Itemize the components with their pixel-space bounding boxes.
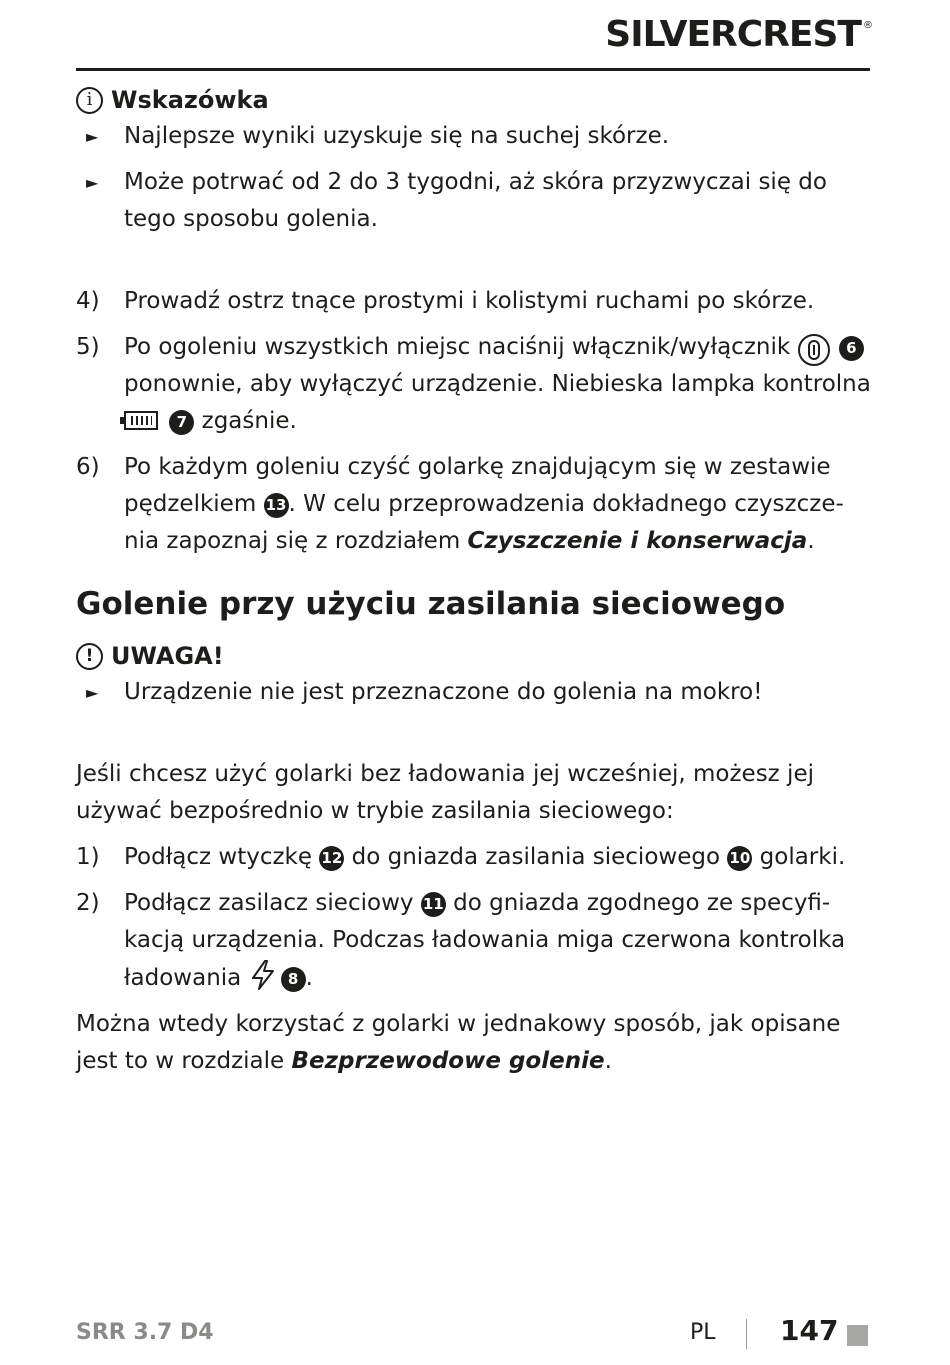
exclamation-circle-icon: !: [76, 643, 103, 670]
model-number: SRR 3.7 D4: [76, 1320, 214, 1345]
brand-logo: SILVERCREST ®: [605, 14, 872, 55]
note-title-text: Wskazówka: [111, 86, 269, 114]
intro-paragraph: Jeśli chcesz użyć golarki bez ładowania jej wcześniej, możesz jej używać bezpośrednio w trybie zasilania sieciowego:: [76, 761, 814, 824]
arrow-bullet-icon: ►: [86, 173, 99, 192]
charging-bolt-icon: [249, 959, 277, 991]
chapter-reference: Czyszczenie i konserwacja: [467, 528, 808, 554]
header-rule: [76, 68, 870, 71]
section-heading: Golenie przy użyciu zasilania sieciowego: [76, 586, 786, 622]
note-bullet: ► Najlepsze wyniki uzyskuje się na suchej skórze.: [76, 118, 876, 155]
warning-title-text: UWAGA!: [111, 642, 224, 670]
page-number: 147: [780, 1314, 839, 1347]
ref-number-badge: 11: [421, 892, 446, 917]
warning-title: [76, 638, 876, 674]
footer-divider: [746, 1319, 747, 1349]
step-item: 6) Po każdym goleniu czyść golarkę znajdującym się w zestawie pędzelkiem 13. W celu przeprowadzenia dokładnego czyszcze-nia zapoznaj się z rozdziałem Czyszczenie i konserwacja.: [76, 454, 844, 554]
ref-number-badge: 7: [169, 410, 194, 435]
step-item: 1) Podłącz wtyczkę 12 do gniazda zasilania sieciowego 10 golarki.: [76, 844, 846, 870]
ref-number-badge: 13: [264, 493, 289, 518]
page-marker-square: [847, 1325, 868, 1346]
step-item: 2) Podłącz zasilacz sieciowy 11 do gniazda zgodnego ze specyfi-kacją urządzenia. Podczas ładowania miga czerwona kontrolka ładowania 8 .: [76, 890, 846, 991]
arrow-bullet-icon: ►: [86, 127, 99, 146]
step-item: 5) Po ogoleniu wszystkich miejsc naciśnij włącznik/wyłącznik 6 ponownie, aby wyłączyć urządzenie. Niebieska lampka kontrolna 7 zgaśnie.: [76, 334, 871, 434]
note-bullet: ► Może potrwać od 2 do 3 tygodni, aż skóra przyzwyczai się do tego sposobu golenia.: [76, 164, 876, 238]
power-switch-icon: [798, 334, 830, 366]
language-code: PL: [690, 1320, 716, 1345]
ref-number-badge: 10: [727, 846, 752, 871]
outro-paragraph: Można wtedy korzystać z golarki w jednakowy sposób, jak opisane jest to w rozdziale Bezprzewodowe golenie.: [76, 1011, 841, 1074]
warning-bullet: ► Urządzenie nie jest przeznaczone do golenia na mokro!: [76, 674, 876, 711]
chapter-reference: Bezprzewodowe golenie: [291, 1048, 605, 1074]
ref-number-badge: 12: [319, 846, 344, 871]
ref-number-badge: 6: [839, 336, 864, 361]
note-title: [76, 82, 876, 118]
ref-number-badge: 8: [281, 967, 306, 992]
step-item: 4) Prowadź ostrz tnące prostymi i kolistymi ruchami po skórze.: [76, 288, 815, 314]
page-content: [76, 82, 876, 1080]
info-circle-icon: i: [76, 87, 103, 114]
arrow-bullet-icon: ►: [86, 683, 99, 702]
battery-indicator-icon: [124, 411, 158, 430]
